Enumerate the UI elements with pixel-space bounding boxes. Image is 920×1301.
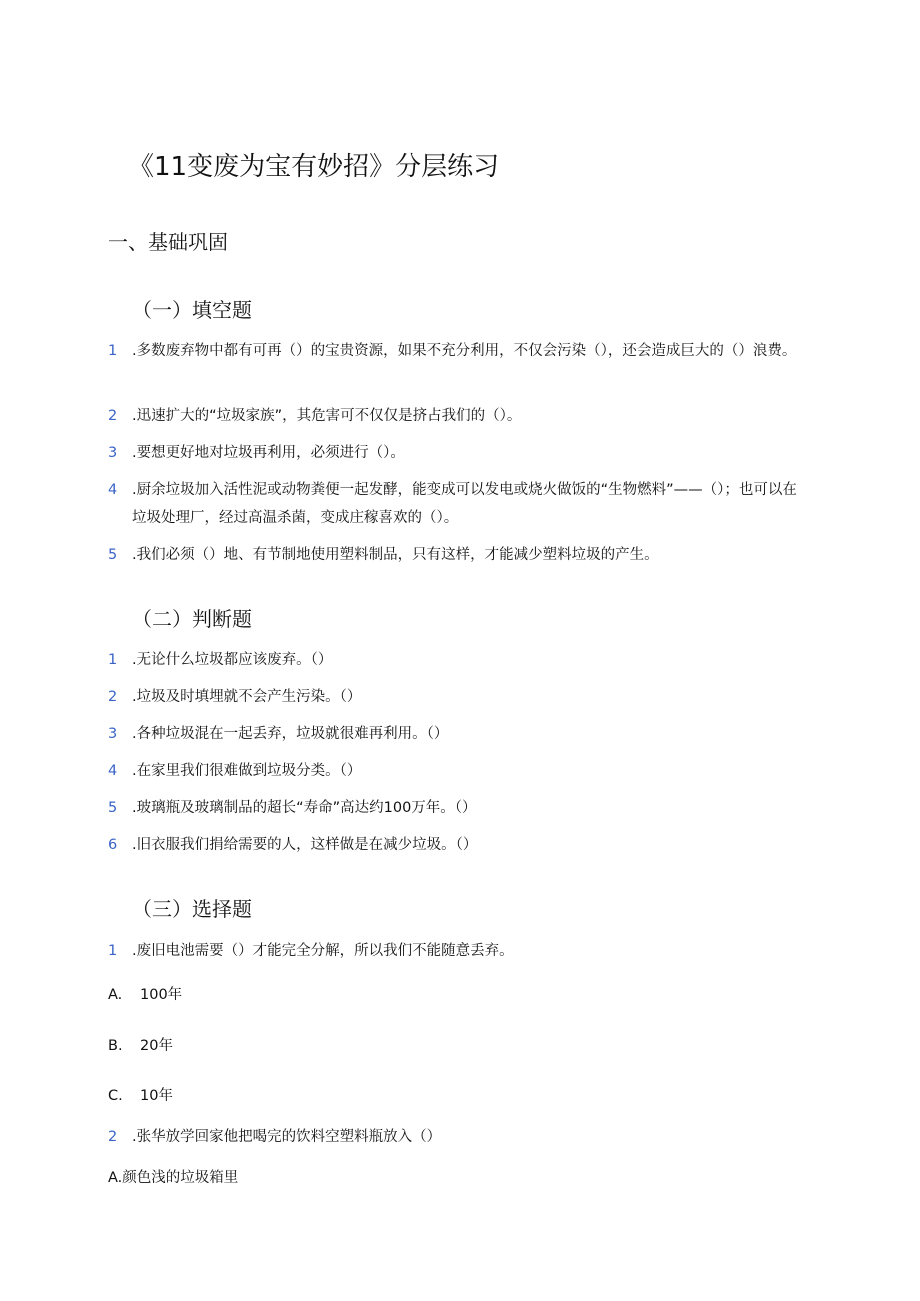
judge-question-5	[108, 794, 808, 822]
choice-question-1	[108, 937, 808, 965]
question-number: 2	[108, 689, 118, 705]
question-number: 5	[108, 800, 118, 816]
judge-question-4	[108, 757, 808, 785]
option-label: A.	[108, 987, 123, 1003]
question-text: .迅速扩大的“垃圾家族”，其危害可不仅仅是挤占我们的（）。	[132, 408, 522, 424]
question-number: 2	[108, 1129, 118, 1145]
judge-question-1	[108, 646, 808, 674]
option-text: 100年	[140, 987, 183, 1003]
question-text: .在家里我们很难做到垃圾分类。（）	[132, 763, 362, 779]
section-heading: 一、基础巩固	[108, 230, 228, 254]
question-number: 2	[108, 408, 118, 424]
choice-option-b	[108, 1034, 173, 1055]
choice-option-a	[108, 983, 182, 1004]
option-text: 10年	[140, 1088, 173, 1104]
question-text: .张华放学回家他把喝完的饮料空塑料瓶放入（）	[132, 1129, 442, 1145]
question-number: 3	[108, 445, 118, 461]
question-text: .垃圾及时填埋就不会产生污染。（）	[132, 689, 362, 705]
question-text: .无论什么垃圾都应该废弃。（）	[132, 652, 333, 668]
question-number: 3	[108, 726, 118, 742]
question-text: .我们必须（）地、有节制地使用塑料制品，只有这样，才能减少塑料垃圾的产生。	[132, 547, 659, 563]
fill-question-5	[108, 541, 808, 569]
question-number: 4	[108, 763, 118, 779]
question-text: .各种垃圾混在一起丢弃，垃圾就很难再利用。（）	[132, 726, 449, 742]
judge-question-2	[108, 683, 808, 711]
question-text: .要想更好地对垃圾再利用，必须进行（）。	[132, 445, 405, 461]
question-text: .玻璃瓶及玻璃制品的超长“寿命”高达约100万年。（）	[132, 800, 477, 816]
fill-question-2	[108, 402, 808, 430]
option-label: C.	[108, 1088, 123, 1104]
question-number: 4	[108, 482, 118, 498]
question-text: .多数废弃物中都有可再（）的宝贵资源，如果不充分利用，不仅会污染（），还会造成巨大的（）浪费。	[132, 343, 797, 359]
judge-question-3	[108, 720, 808, 748]
question-text: .废旧电池需要（）才能完全分解，所以我们不能随意丢弃。	[132, 943, 514, 959]
fill-question-4	[108, 476, 808, 532]
fill-heading: （一）填空题	[132, 298, 252, 322]
question-number: 1	[108, 343, 118, 359]
choice-q2-option-a: A.颜色浅的垃圾箱里	[108, 1170, 239, 1186]
choice-option-c	[108, 1084, 173, 1105]
judge-heading: （二）判断题	[132, 607, 252, 631]
question-text: .旧衣服我们捐给需要的人，这样做是在减少垃圾。（）	[132, 837, 478, 853]
option-label: B.	[108, 1038, 123, 1054]
question-number: 6	[108, 837, 118, 853]
fill-question-3	[108, 439, 808, 467]
page-title: 《11变废为宝有妙招》分层练习	[128, 152, 500, 182]
question-text: .厨余垃圾加入活性泥或动物粪便一起发酵，能变成可以发电或烧火做饭的“生物燃料”——（）；也可以在垃圾处理厂，经过高温杀菌，变成庄稼喜欢的（）。	[132, 482, 797, 526]
judge-question-6	[108, 831, 808, 859]
question-number: 1	[108, 943, 118, 959]
question-number: 5	[108, 547, 118, 563]
choice-heading: （三）选择题	[132, 897, 252, 921]
option-text: 20年	[140, 1038, 173, 1054]
fill-question-1	[108, 337, 808, 365]
question-number: 1	[108, 652, 118, 668]
choice-question-2	[108, 1123, 808, 1151]
